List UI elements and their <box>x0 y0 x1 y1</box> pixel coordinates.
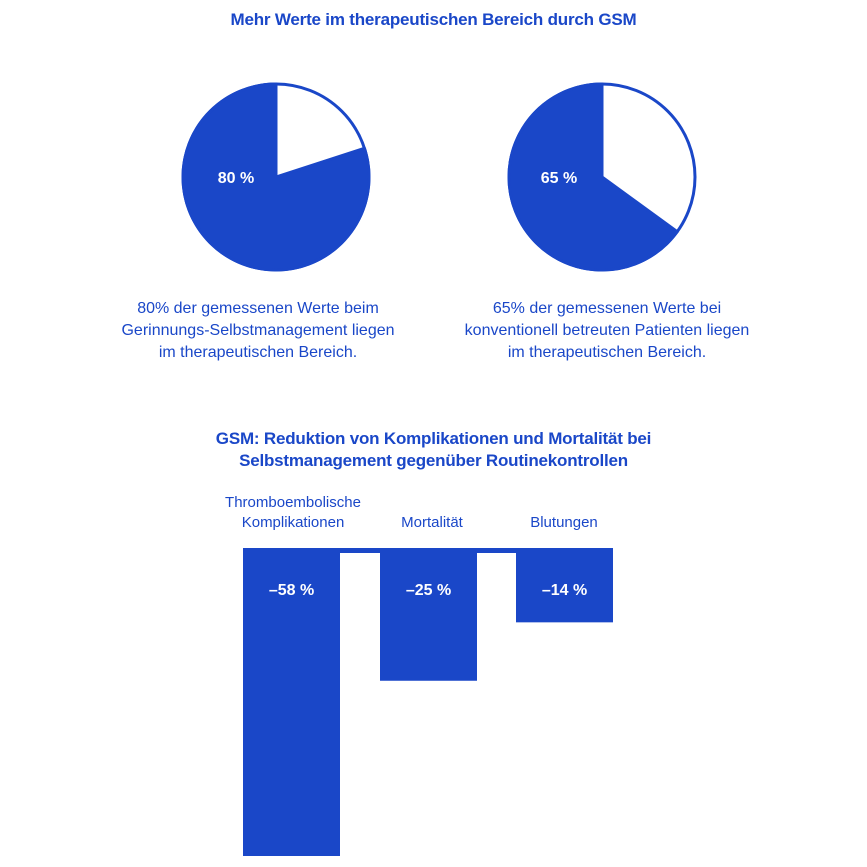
bar-chart-title-line: Selbstmanagement gegenüber Routinekontrollen <box>239 451 628 470</box>
bar-thromboembolic-value-label: –58 % <box>268 582 315 599</box>
bar-mortality-value-label: –25 % <box>405 582 452 599</box>
caption-line: konventionell betreuten Patienten liegen <box>464 322 750 339</box>
caption-line: 80% der gemessenen Werte beim <box>137 300 379 317</box>
category-label-line: Thromboembolische <box>225 494 361 511</box>
caption-line: Gerinnungs-Selbstmanagement liegen <box>121 322 395 339</box>
caption-line: im therapeutischen Bereich. <box>158 344 358 361</box>
bar-mortality <box>380 548 477 681</box>
caption-line: 65% der gemessenen Werte bei <box>492 300 722 317</box>
caption-line: im therapeutischen Bereich. <box>507 344 707 361</box>
pie-label-gsm: 80 % <box>217 170 255 187</box>
category-label-line: Blutungen <box>530 514 598 531</box>
category-label-line: Mortalität <box>401 514 463 531</box>
pie-label-conventional: 65 % <box>540 170 578 187</box>
page-title: Mehr Werte im therapeutischen Bereich durch GSM <box>230 10 637 29</box>
category-label-line: Komplikationen <box>241 514 345 531</box>
bar-chart-title-line: GSM: Reduktion von Komplikationen und Mortalität bei <box>215 429 652 448</box>
bar-bleeding-value-label: –14 % <box>541 582 588 599</box>
